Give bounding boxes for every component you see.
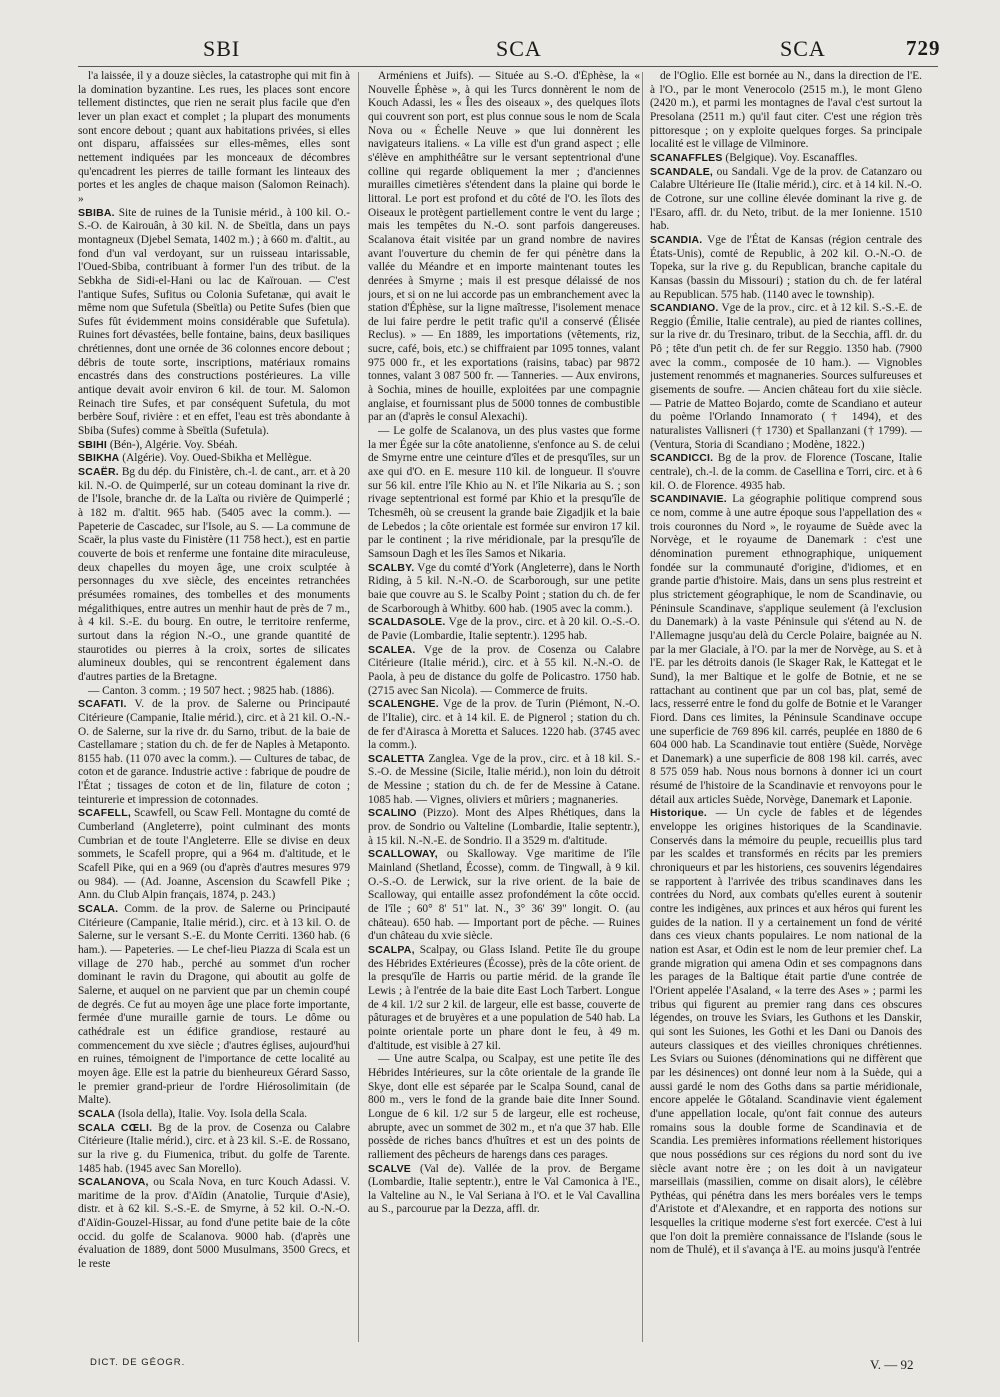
footer-left: DICT. DE GÉOGR. <box>90 1357 186 1368</box>
running-head-right: SCA <box>780 36 826 61</box>
entry-text: Vge de la prov. de Cosenza ou Calabre Citérieure (Italie mérid.), circ. et à 55 kil. N.-N.-O. de Paola, à peu de distance du golfe de Policastro. 1750 hab. (2715 avec San Nicola). — Commerce de fruits. <box>368 643 640 697</box>
text-column-3 <box>650 70 922 1340</box>
entry-headword: SCALBY. <box>368 561 415 574</box>
entry-text: (Val de). Vallée de la prov. de Bergame (Lombardie, Italie septentr.), entre le Val Camonica à l'E., la Valteline au N., le Val Seriana à l'O. et le Val Cavallina au S., parcourue par la Dezza, affl. dr. <box>368 1162 640 1216</box>
entry-headword: SBIHI <box>78 438 108 451</box>
entry-headword: SCAFATI. <box>78 698 127 711</box>
entry-paragraph <box>78 698 350 807</box>
entry-headword: SCALA. <box>78 903 119 916</box>
entry-paragraph <box>368 807 640 848</box>
running-head-left: SBI <box>203 36 241 61</box>
entry-paragraph <box>368 644 640 699</box>
entry-paragraph <box>78 466 350 685</box>
entry-text: Bg de la prov. de Florence (Toscane, Italie centrale), ch.-l. de la comm. de Casellina e Torri, circ. et à 6 kil. O. de Florence. 4935 hab. <box>650 452 922 492</box>
entry-headword: SCANDINAVIE. <box>650 493 727 506</box>
entry-text: (Algérie). Voy. Oued-Sbikha et Mellègue. <box>119 452 312 465</box>
entry-headword: SCALETTA <box>368 752 425 765</box>
header-rule <box>78 66 938 67</box>
entry-headword: SCALEA. <box>368 643 416 656</box>
entry-headword: SBIBA. <box>78 206 115 219</box>
entry-paragraph <box>368 698 640 753</box>
text-column-2 <box>368 70 640 1340</box>
entry-text: (Isola della), Italie. Voy. Isola della Scala. <box>115 1107 308 1120</box>
column-divider <box>358 72 359 1342</box>
entry-paragraph <box>650 452 922 493</box>
entry-paragraph <box>650 166 922 234</box>
entry-headword: SCANDALE, <box>650 165 714 178</box>
entry-paragraph <box>650 152 922 166</box>
entry-text: Zanglea. Vge de la prov., circ. et à 18 kil. S.-S.-O. de Messine (Sicile, Italie mérid.), non loin du détroit de Messine ; station du ch. de fer de Messine à Catane. 1085 hab. — Vignes, oliviers et mûriers ; magnaneries. <box>368 752 640 806</box>
entry-paragraph <box>650 234 922 302</box>
column-divider <box>642 72 643 1342</box>
entry-paragraph <box>368 425 640 562</box>
running-head-center: SCA <box>496 36 542 61</box>
entry-paragraph <box>78 807 350 903</box>
entry-paragraph <box>78 685 350 699</box>
entry-text: — Un cycle de fables et de légendes enveloppe les origines historiques de la Scandinavie. Conservés dans la mémoire du peuple, recueillis plus tard par les scaldes et transformés en récits par les premiers chroniqueurs et par les historiens, ces souvenirs légendaires se rapportent à l'arrivée des tribus scandinaves dans les contrées du Nord, aux combats qu'elles eurent à soutenir contre les indigènes, aux princes et aux héros qui furent les guides de la nation. Il y a certainement un fond de vérité dans ces vieux chants populaires. Le nom national de la nation est Asar, et Odin est le nom de leur premier chef. La grande migration qui amena Odin et ses compagnons dans les parages de la Baltique était partie d'une contrée de l'Orient appelée l'Asaland, « la terre des Ases » ; parmi les tribus qui figurent au premier rang dans ces obscures légendes, on trouve les Sviars, les Guthons et les Danskir, qui sont les Suiones, les Gothi et les Dani ou Danois des auteurs classiques et des vieilles chroniques chrétiennes. Les Sviars ou Suiones (dénominations qui ne diffèrent que par les désinences) ont donné leur nom à la Suède, qui a aussi gardé le nom des Goths dans sa partie méridionale, encore appelée le Gôtaland. Scandinavie vient également d'une appellation locale, qu'ont fait connue des auteurs romains sous la double forme de Scandinavia et de Scandia. Les premières informations réellement historiques que nous possédions sur ces régions du nord sont du ive siècle avant notre ère ; on les doit à un navigateur marseillais (massilien, comme on disait alors), le célèbre Pythéas, qui pénétra dans les mers boréales vers le temps d'Aristote et d'Alexandre, et en rapporta des notions sur lesquelles la critique moderne s'est fort exercée. C'est à lui que l'on doit la première connaissance de l'Islande (sous le nom de Thulé), et il s'avança à l'E. au moins jusqu'à l'entrée <box>650 807 922 1257</box>
entry-paragraph <box>368 1163 640 1218</box>
entry-paragraph <box>368 562 640 617</box>
entry-text: Arméniens et Juifs). — Située au S.-O. d'Éphèse, la « Nouvelle Éphèse », à qui les Turcs donnèrent le nom de Kouch Adassi, les « Îles des oiseaux », des quelques îlots qui couvrent son port, est plus connue sous le nom de Scala Nova ou « Échelle Neuve » que lui donnèrent les navigateurs italiens. « La ville est d'un grand aspect ; elle s'élève en amphithéâtre sur le versant septentrional d'une colline qui regarde obliquement la mer ; d'anciennes murailles cimetières s'étendent dans la plaine qui borde le littoral. Le port est profond et du côté de l'O. les îlots des Oiseaux le protègent partiellement contre le vent du large ; mais les tempêtes du N.-O. sont parfois dangereuses. Scalanova était visitée par un grand nombre de navires avant l'ouverture du chemin de fer qui pénètre dans la vallée du Méandre et en importe maintenant toutes les denrées à Smyrne ; mais il est presque délaissé de nos jours, et si on ne lui accorde pas un embranchement avec la station d'Éphèse, sur la ligne maîtresse, l'isolement menace de lui faire perdre le petit trafic qu'il a conservé (Élisée Reclus). » — En 1889, les importations (vêtements, riz, sucre, café, bois, etc.) se chiffraient par 1095 tonnes, valant 975 000 fr., et les exportations (raisins, tabac) par 9872 tonnes, valant 3 087 500 fr. — Tanneries. — Aux environs, à Sochia, mines de houille, exploitées par une compagnie anglaise, et fournissant plus de 5000 tonnes de combustible par an (d'après le consul Alexachi). <box>368 70 640 424</box>
entry-text: Site de ruines de la Tunisie mérid., à 100 kil. O.-S.-O. de Kairouân, à 30 kil. N. de Sbeïtla, dans un pays montagneux (Djebel Semata, 1402 m.) ; à 660 m. d'altit., au fond d'un val verdoyant, sur un ruisseau intarissable, l'Oued-Sbiba, contribuant à former l'un des tribut. de la Sebkha de Sidi-el-Hani ou lac de Kaïrouan. — C'est l'antique Sufes, Sufitus ou Colonia Sufetanæ, qui avait le même nom que Sufetula (Sbeïtla) ou Petite Sufes (bien que Sufes fût évidemment moins considérable que Sufetula). Ruines fort dévastées, belle fontaine, bains, deux basiliques chrétiennes, dont une ornée de 36 colonnes encore debout ; débris de toute sorte, inscriptions, matériaux romains encastrés dans des constructions postérieures. La ville antique devait avoir environ 6 kil. de tour. M. Salomon Reinach tire Sufes, et par conséquent Sufetula, du mot berbère Souf, rivière : et en effet, l'eau est très abondante à Sbiba (Sufes) comme à Sbeïtla (Sufetula). <box>78 206 350 438</box>
entry-text: Vge de la prov., circ. et à 20 kil. O.-S.-O. de Pavie (Lombardie, Italie septentr.). 1295 hab. <box>368 616 640 642</box>
entry-headword: SCAËR. <box>78 466 119 479</box>
entry-text: Vge de l'État de Kansas (région centrale des États-Unis), comté de Republic, à 202 kil. O.-N.-O. de Topeka, sur la rive g. du Republican, branche capitale du Kansas (bassin du Missouri) ; station du ch. de fer latéral au Republican. 575 hab. (1140 avec le township). <box>650 233 922 301</box>
entry-headword: SCALPA, <box>368 944 415 956</box>
entry-text: V. de la prov. de Salerne ou Principauté Citérieure (Campanie, Italie mérid.), circ. et à 21 kil. O.-N.-O. de Salerne, sur la rive dr. du Sarno, tribut. de la baie de Castellamare ; station du ch. de fer de Naples à Metaponto. 8155 hab. (11 070 avec la comm.). — Cultures de tabac, de coton et de garance. Industrie active : fabrique de poudre de l'État ; tissages de coton et de lin, filature de coton ; teinturerie et impression de cotonnades. <box>78 698 350 806</box>
entry-text: de l'Oglio. Elle est bornée au N., dans la direction de l'E. à l'O., par le mont Venerocolo (2515 m.), le mont Gleno (2420 m.), et parmi les montagnes de l'aval c'est surtout la Presolana (2511 m.) qu'il faut citer. C'est une région très pittoresque ; on y exploite quelques forges. Sa principale localité est le village de Vilminore. <box>650 70 922 151</box>
entry-headword: SCAFELL, <box>78 807 131 820</box>
entry-paragraph <box>650 807 922 1258</box>
footer-signature: V. — 92 <box>870 1357 914 1372</box>
entry-paragraph <box>368 1053 640 1162</box>
entry-paragraph <box>78 1176 350 1272</box>
entry-paragraph <box>78 1122 350 1177</box>
entry-headword: Historique. <box>650 807 708 820</box>
entry-text: Scawfell, ou Scaw Fell. Montagne du comté de Cumberland (Angleterre), point culminant des monts Cumbrian et de toute l'Angleterre. Elle se divise en deux sommets, le Scafell propre, qui a 964 m. d'altitude, et le Scafell Pike, qui en a 969 (ou d'après d'autres mesures 979 ou 984). — (Ad. Joanne, Ascension du Scawfell Pike ; Ann. du Club Alpin français, 1874, p. 243.) <box>78 807 350 902</box>
entry-headword: SCALANOVA, <box>78 1176 149 1189</box>
entry-text: Scalpay, ou Glass Island. Petite île du groupe des Hébrides Extérieures (Écosse), près de la côte orient. de la presqu'île de Harris ou partie mérid. de la grande île Lewis ; à l'entrée de la baie dite East Loch Tarbert. Longue de 4 kil. 1/2 sur 2 kil. de largeur, elle est basse, couverte de pâturages et de bruyères et a une population de 540 hab. La pointe orientale porte un phare dont le feu, à 49 m. d'altitude, est visible à 27 kil. <box>368 944 640 1052</box>
entry-paragraph <box>650 70 922 152</box>
entry-headword: SCANAFFLES <box>650 151 723 164</box>
entry-headword: SCALINO <box>368 807 417 820</box>
entry-headword: SCALDASOLE. <box>368 616 446 629</box>
entry-text: Bg du dép. du Finistère, ch.-l. de cant., arr. et à 20 kil. N.-O. de Quimperlé, sur un coteau dominant la rive dr. de l'Isole, branche dr. de la Laïta ou rivière de Quimperlé ; à 182 m. d'altit. 965 hab. (5405 avec la comm.). — Papeterie de Cascadec, sur l'Isole, au S. — La commune de Scaër, la plus vaste du Finistère (11 758 hect.), est en partie couverte de bois et renferme une fontaine dite miraculeuse, deux chapelles du moyen âge, une croix sculptée à personnages du xve siècle, des enceintes retranchées présumées romaines, des tombelles et des monuments mégalithiques, entre autres un menhir haut de près de 7 m., à 4 kil. S.-E. du bourg. En outre, le territoire renferme, surtout dans la région N.-O., une grande quantité de staurotides ou pierres à la croix, sortes de silicates alumineux doubles, qui se rencontrent également dans d'autres parties de la Bretagne. <box>78 466 350 683</box>
entry-headword: SCANDIA. <box>650 233 703 246</box>
text-column-1 <box>78 70 350 1340</box>
entry-headword: SCALA CŒLI. <box>78 1121 153 1134</box>
entry-paragraph <box>368 944 640 1053</box>
entry-paragraph <box>368 616 640 643</box>
entry-text: La géographie politique comprend sous ce nom, comme à une autre époque sous l'appellation des « trois couronnes du Nord », le royaume de Suède avec la Norvège, et le royaume de Danemark : c'est une dénomination purement ethnographique, uniquement fondée sur la communauté d'origine, d'idiomes, et en grande partie d'histoire. Mais, dans un sens plus restreint et plus strictement géographique, le nom de Scandinavie, ou Péninsule Scandinave, s'applique seulement (à l'exclusion du Danemark) à la vaste Péninsule qui s'étend au N. de l'Allemagne jusqu'au delà du Cercle Polaire, baignée au N. par la mer Glaciale, à l'O. par la mer de Norvège, au S. et à l'E. par les détroits danois (le Skager Rak, le Kattegat et le Sund), la mer Baltique et le golfe de Botnie, et ne se rattachant au continent que par un col bas, plat, semé de lacs, resserré entre le fond du golfe de Botnie et le Varanger Fiord. Dans ces limites, la Péninsule Scandinave occupe une superficie de 769 896 kil. carrés, peuplée en 1880 de 6 604 000 hab. La Scandinavie tout entière (Suède, Norvège et Danemark) a une superficie de 808 198 kil. carrés, avec 8 575 059 hab. Nous nous bornons à donner ici un court résumé de l'histoire de la Scandinavie et renvoyons pour le détail aux articles Suède, Norvège, Danemark et Laponie. <box>650 493 922 806</box>
entry-text: (Belgique). Voy. Escanaffles. <box>722 151 858 164</box>
entry-paragraph <box>650 493 922 807</box>
entry-headword: SCALA <box>78 1107 116 1120</box>
entry-text: ou Skalloway. Vge maritime de l'île Mainland (Shetland, Écosse), comm. de Tingwall, à 9 kil. O.-S.-O. de Lerwick, sur la rive orient. de la baie de Scalloway, qui entaille assez profondément la côte occid. de l'île ; 60° 8' 51" lat. N., 3° 36' 39" longit. O. (au château). 650 hab. — Important port de pêche. — Ruines d'un château du xvie siècle. <box>368 848 640 943</box>
entry-paragraph <box>78 207 350 439</box>
entry-text: Vge de la prov. de Turin (Piémont, N.-O. de l'Italie), circ. et à 14 kil. E. de Pignerol ; station du ch. de fer d'Airasca à Moretta et Saluces. 1220 hab. (3745 avec la comm.). <box>368 698 640 752</box>
entry-headword: SCANDICCI. <box>650 452 714 465</box>
entry-headword: SCALLOWAY, <box>368 848 438 861</box>
entry-text: ou Sandali. Vge de la prov. de Catanzaro ou Calabre Ultérieure IIe (Italie mérid.), circ. et à 14 kil. N.-O. de Cotrone, sur une colline élevée dominant la rive g. de l'Esaro, affl. dr. du Neto, tribut. de la mer Ionienne. 1510 hab. <box>650 165 922 233</box>
entry-text: ou Scala Nova, en turc Kouch Adassi. V. maritime de la prov. d'Aïdin (Anatolie, Turquie d'Asie), distr. et à 62 kil. S.-S.-E. de Smyrne, à 52 kil. O.-N.-O. d'Aïdin-Gouzel-Hissar, au fond d'une petite baie de la côte occid. du golfe de Scalanova. 9000 hab. (d'après une évaluation de 1889, dont 5000 Musulmans, 3500 Grecs, et le reste <box>78 1176 350 1271</box>
entry-text: Bg de la prov. de Cosenza ou Calabre Citérieure (Italie mérid.), circ. et à 23 kil. S.-E. de Rossano, sur la rive g. du Fiumenica, tribut. du golfe de Tarente. 1485 hab. (1945 avec San Morello). <box>78 1121 350 1175</box>
entry-paragraph <box>650 302 922 452</box>
entry-headword: SCALENGHE. <box>368 698 439 711</box>
entry-headword: SBIKHA <box>78 452 120 465</box>
entry-text: — Une autre Scalpa, ou Scalpay, est une petite île des Hébrides Intérieures, sur la côte orientale de la grande île Skye, dont elle est séparée par le Scalpa Sound, canal de 800 m., vers le fond de la grande baie dite Inner Sound. Longue de 6 kil. 1/2 sur 5 de largeur, elle est rocheuse, abrupte, avec un sommet de 302 m., et n'a que 37 hab. Elle possède de riches bancs d'huîtres et est un des points de ralliement des pêcheurs de harengs dans ces parages. <box>368 1053 640 1161</box>
entry-text: Comm. de la prov. de Salerne ou Principauté Citérieure (Campanie, Italie mérid.), circ. et à 13 kil. O. de Salerne, sur le versant S.-E. du Monte Cerriti. 1360 hab. (6 ham.). — Papeteries. — Le chef-lieu Piazza di Scala est un village de 270 hab., perché au sommet d'un rocher dominant le ravin du Dragone, qui aboutit au golfe de Salerne, et auquel on ne parvient que par un chemin coupé de degrés. Ce fut au moyen âge une place forte importante, fermée d'une muraille garnie de tours. Le dôme ou cathédrale est un édifice grandiose, restauré au commencement du xve siècle ; d'autres églises, aujourd'hui en ruines, témoignent de l'importance de cette localité au moyen âge. Elle est la patrie du bienheureux Gérard Sasso, le premier grand-prieur de l'ordre Hiérosolimitain (de Malte). <box>78 903 350 1107</box>
entry-paragraph <box>368 848 640 944</box>
entry-paragraph <box>78 439 350 453</box>
entry-paragraph <box>78 452 350 466</box>
entry-text: — Canton. 3 comm. ; 19 507 hect. ; 9825 hab. (1886). <box>88 684 335 697</box>
page-number: 729 <box>906 36 941 60</box>
entry-paragraph <box>78 903 350 1108</box>
entry-text: Vge de la prov., circ. et à 12 kil. S.-S.-E. de Reggio (Émilie, Italie centrale), au pied de riantes collines, sur la rive dr. du Tresinaro, tribut. de la Secchia, affl. dr. du Pô ; tête d'un petit ch. de fer sur Reggio. 1350 hab. (7900 avec la comm., composée de 10 ham.). — Vignobles justement renommés et magnaneries. Sources sulfureuses et gisements de soufre. — Ancien château fort du xiie siècle. — Patrie de Matteo Bojardo, comte de Scandiano et auteur du poème l'Orlando Innamorato († 1494), et des naturalistes Vallisneri († 1730) et Spallanzani († 1799). — (Ventura, Storia di Scandiano ; Modène, 1822.) <box>650 302 922 451</box>
entry-headword: SCANDIANO. <box>650 302 719 315</box>
entry-paragraph <box>368 753 640 808</box>
entry-paragraph <box>368 70 640 425</box>
entry-text: (Bén-), Algérie. Voy. Sbéah. <box>107 438 238 451</box>
entry-text: Vge du comté d'York (Angleterre), dans le North Riding, à 5 kil. N.-N.-O. de Scarborough, sur une petite baie que couvre au S. le Scalby Point ; station du ch. de fer de Scarborough à Whitby. 600 hab. (1905 avec la comm.). <box>368 561 640 615</box>
entry-text: (Pizzo). Mont des Alpes Rhétiques, dans la prov. de Sondrio ou Valteline (Lombardie, Italie septentr.), à 15 kil. N.-N.-E. de Sondrio. Il a 3529 m. d'altitude. <box>368 807 640 847</box>
entry-text: — Le golfe de Scalanova, un des plus vastes que forme la mer Égée sur la côte anatolienne, s'enfonce au S. de celui de Smyrne entre une ceinture d'îles et de presqu'îles, sur un axe qui d'O. en E. mesure 110 kil. de longueur. Il s'ouvre sur 56 kil. entre l'île Khio au N. et l'île Nikaria au S. ; son rivage septentrional est formé par Khio et la presqu'île de Tchesmêh, où se creusent la grande baie Zigadjik et la baie de Lebedos ; la côte orientale est formée sur environ 17 kil. par le continent ; la rive méridionale, par la presqu'île de Samsoun Dagh et les îles Samos et Nikaria. <box>368 425 640 560</box>
entry-paragraph <box>78 70 350 207</box>
entry-text: l'a laissée, il y a douze siècles, la catastrophe qui mit fin à la domination byzantine. Les rues, les places sont encore tellement distinctes, que rien ne serait plus facile que d'en lever un plan exact et complet ; la plupart des monuments sont encore debout ; quant aux habitations privées, si elles ont disparu, affaissées sur elles-mêmes, elles sont nettement indiquées par les monceaux de décombres qu'encadrent les pierres de taille formant les linteaux des portes et les angles de chaque maison (Salomon Reinach). » <box>78 70 350 205</box>
entry-paragraph <box>78 1108 350 1122</box>
entry-headword: SCALVE <box>368 1162 412 1175</box>
